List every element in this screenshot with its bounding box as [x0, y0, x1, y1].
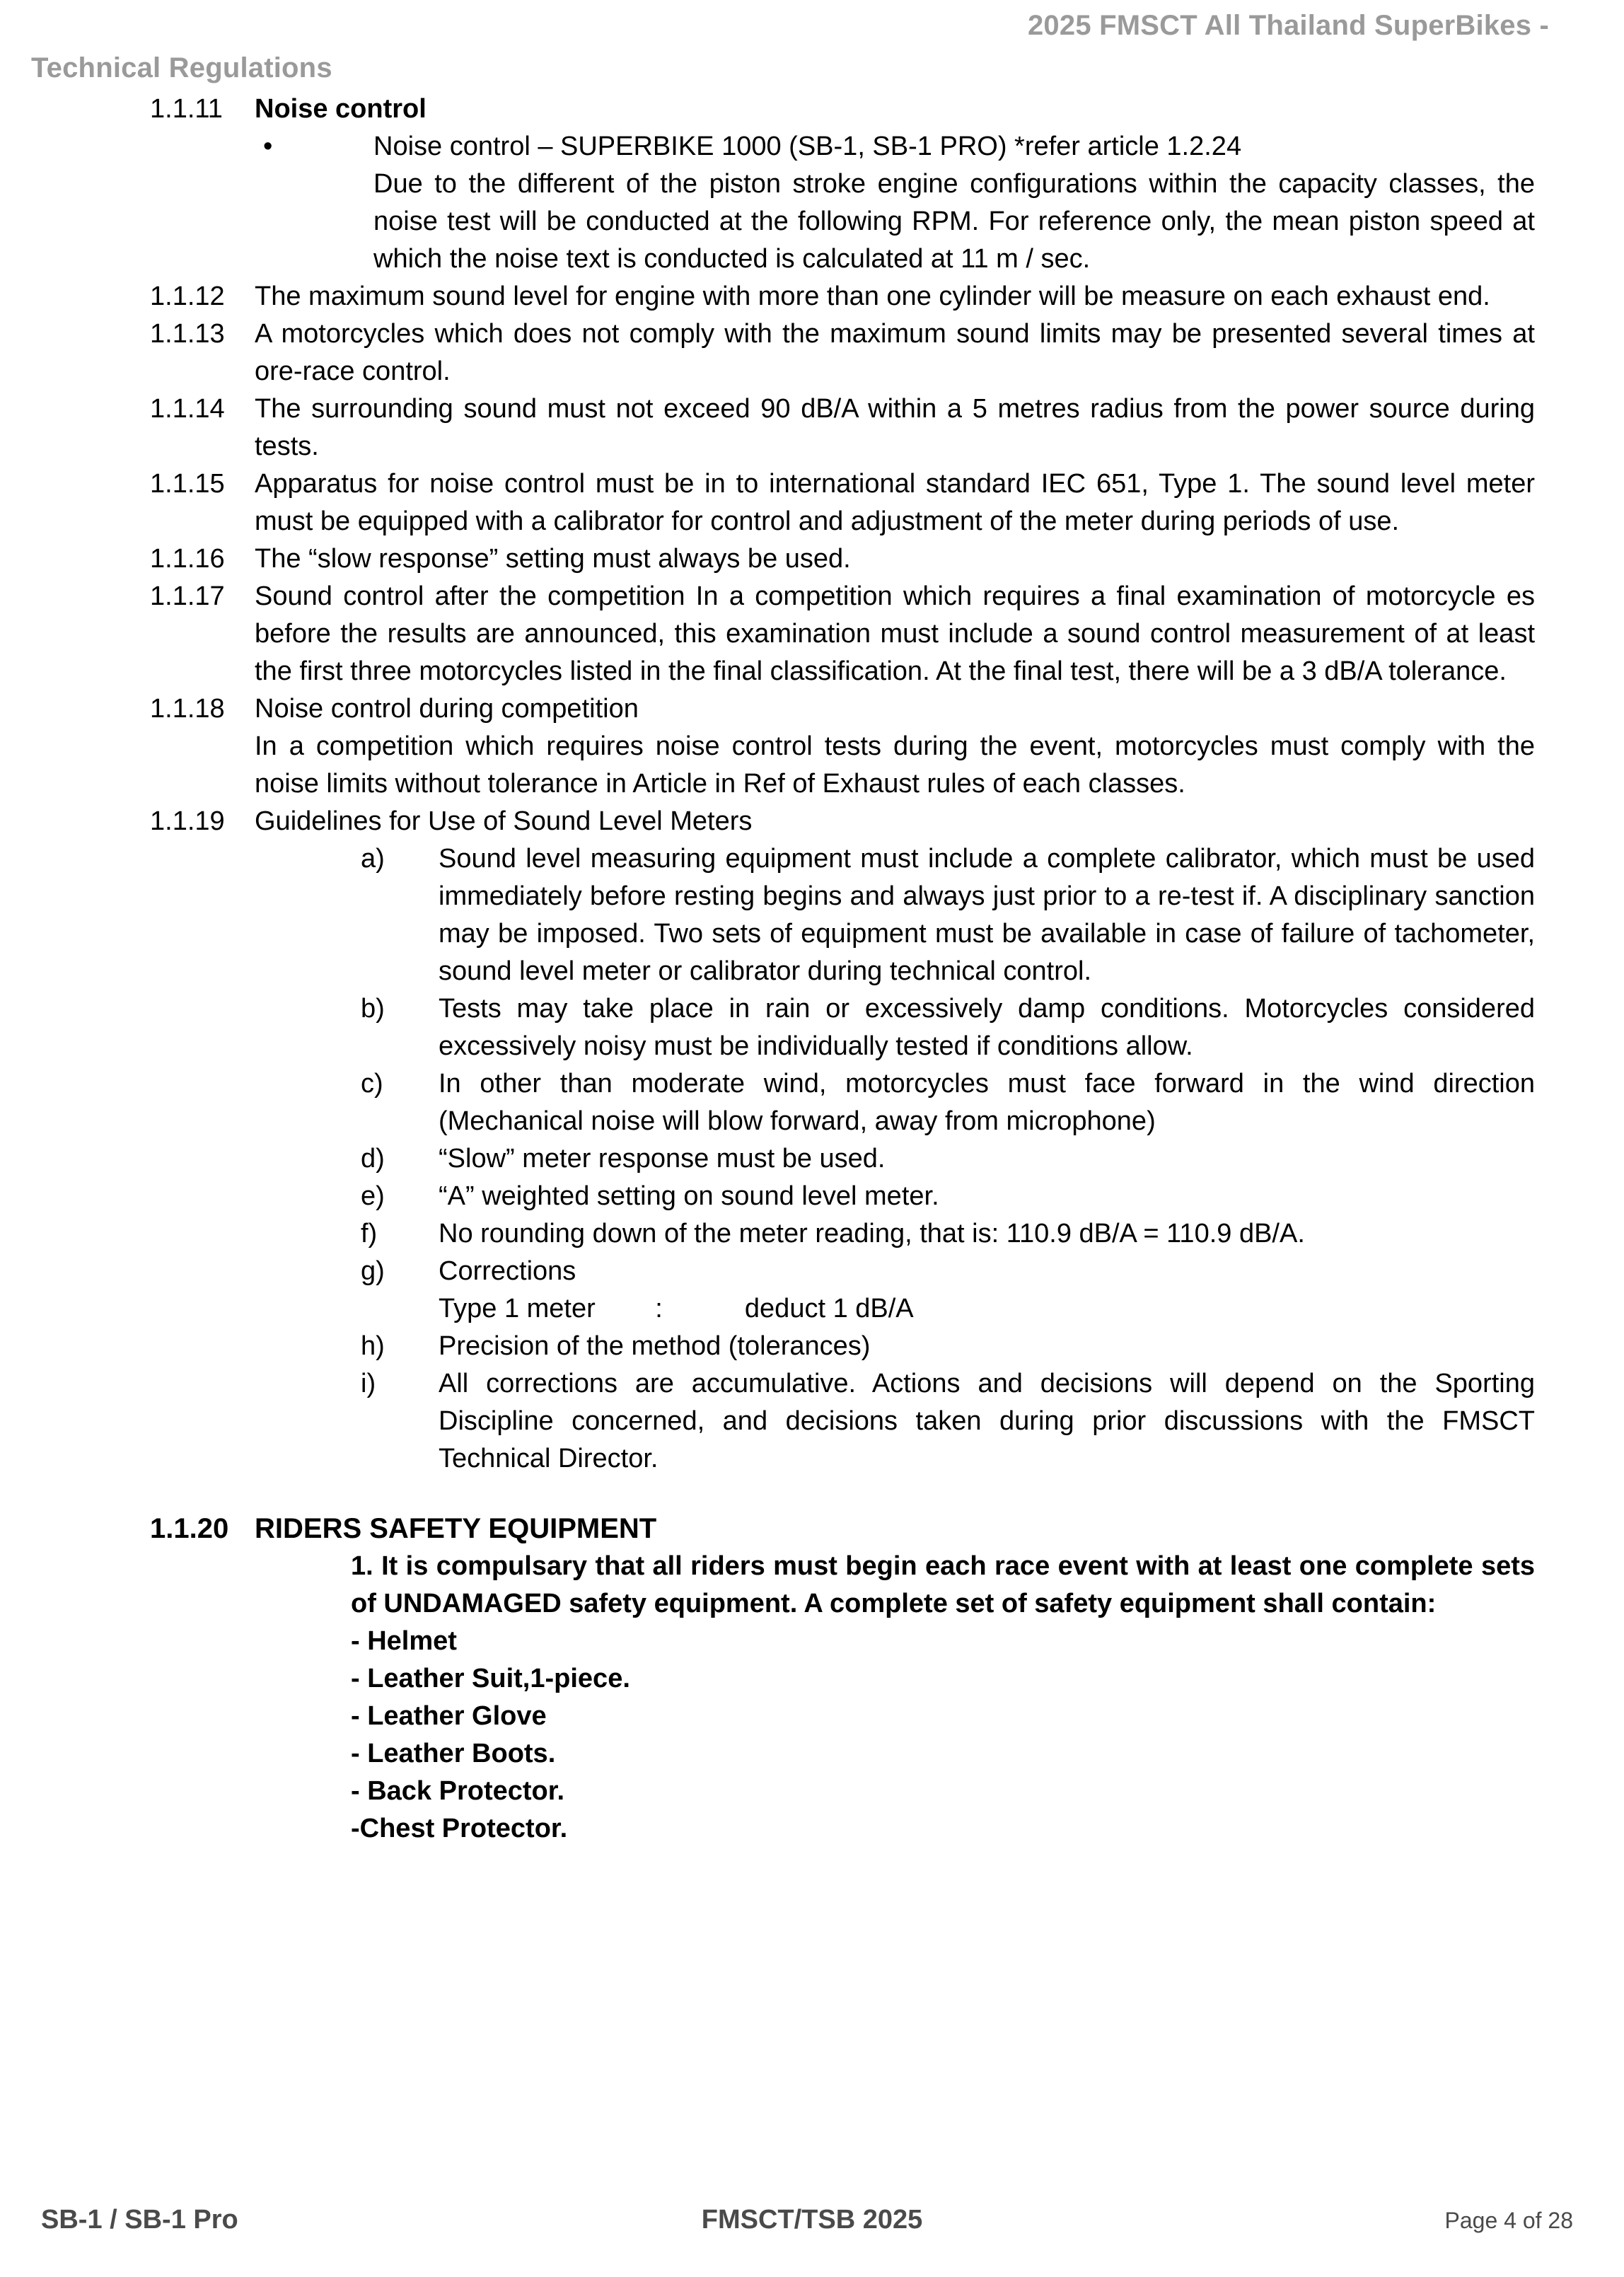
lettered-item-text: Precision of the method (tolerances): [439, 1331, 871, 1361]
lettered-item-label: i): [361, 1369, 376, 1398]
section-spacer: [0, 1478, 1624, 1510]
document-body: [0, 91, 1624, 1848]
safety-equipment-intro: 1. It is compulsary that all riders must begin each race event with at least one complete sets of UNDAMAGED safety equipment. A complete set of safety equipment shall contain:: [351, 1551, 1535, 1618]
lettered-item-text: “Slow” meter response must be used.: [439, 1144, 886, 1174]
clause-number: 1.1.20: [150, 1513, 229, 1544]
page-footer: [0, 2205, 1624, 2254]
lettered-item-label: d): [361, 1144, 385, 1174]
clause-text: Sound control after the competition In a competition which requires a final examination of motorcycle es before the results are announced, this examination must include a sound control measurement of at least the first three motorcycles listed in the final classification. At the final test, there will be a 3 dB/A tolerance.: [255, 581, 1535, 686]
bullet-item-noise-control: [0, 128, 1624, 166]
clause-text: Apparatus for noise control must be in to international standard IEC 651, Type 1. The sound level meter must be equipped with a calibrator for control and adjustment of the meter during periods of use.: [255, 469, 1535, 536]
lettered-item-label: c): [361, 1069, 383, 1099]
lettered-item-d: [0, 1140, 1624, 1178]
lettered-item-f: [0, 1215, 1624, 1253]
section-title: RIDERS SAFETY EQUIPMENT: [255, 1513, 657, 1544]
clause-paragraph: In a competition which requires noise control tests during the event, motorcycles must comply with the noise limits without tolerance in Article in Ref of Exhaust rules of each classes.: [255, 731, 1535, 799]
clause-1-1-16: [0, 540, 1624, 578]
lettered-item-c: [0, 1065, 1624, 1140]
lettered-item-g: [0, 1253, 1624, 1290]
lettered-item-text: “A” weighted setting on sound level meter.: [439, 1181, 939, 1211]
lettered-item-label: a): [361, 844, 385, 874]
lettered-item-text: Sound level measuring equipment must include a complete calibrator, which must be used immediately before resting begins and always just prior to a re-test if. A disciplinary sanction may be imposed. Two sets of equipment must be available in case of failure of tachometer, sound level meter or calibrator during technical control.: [439, 844, 1535, 986]
lettered-item-b: [0, 990, 1624, 1065]
clause-1-1-18: [0, 690, 1624, 728]
clause-1-1-12: [0, 278, 1624, 315]
clause-number: 1.1.17: [150, 581, 225, 611]
clause-1-1-15: [0, 465, 1624, 540]
footer-org-label: FMSCT/TSB 2025: [701, 2205, 923, 2235]
clause-number: 1.1.18: [150, 694, 225, 724]
clause-text: A motorcycles which does not comply with the maximum sound limits may be presented several times at ore-race control.: [255, 319, 1535, 386]
clause-1-1-13: [0, 315, 1624, 390]
header-title-right: 2025 FMSCT All Thailand SuperBikes -: [1027, 10, 1549, 41]
lettered-item-text: In other than moderate wind, motorcycles must face forward in the wind direction (Mechanical noise will blow forward, away from microphone): [439, 1069, 1535, 1136]
bullet-item-label: Noise control – SUPERBIKE 1000 (SB-1, SB-1 PRO) *refer article 1.2.24: [373, 132, 1242, 161]
clause-1-1-18-paragraph-wrap: [0, 728, 1624, 803]
lettered-item-i: [0, 1365, 1624, 1478]
lettered-item-text: No rounding down of the meter reading, that is: 110.9 dB/A = 110.9 dB/A.: [439, 1219, 1305, 1248]
clause-number: 1.1.11: [150, 94, 223, 124]
safety-equipment-item: -Chest Protector.: [351, 1814, 568, 1843]
safety-equipment-item: - Leather Glove: [351, 1701, 547, 1731]
bullet-dot-icon: •: [263, 132, 273, 161]
clause-number: 1.1.12: [150, 282, 225, 311]
clause-number: 1.1.15: [150, 469, 225, 499]
clause-text: The maximum sound level for engine with more than one cylinder will be measure on each exhaust end.: [255, 282, 1490, 311]
lettered-item-a: [0, 840, 1624, 990]
clause-number: 1.1.16: [150, 544, 225, 574]
clause-1-1-14: [0, 390, 1624, 465]
clause-1-1-20: [0, 1510, 1624, 1548]
clause-number: 1.1.19: [150, 806, 225, 836]
lettered-item-label: f): [361, 1219, 378, 1248]
corrections-type1-line: Type 1 meter : deduct 1 dB/A: [439, 1294, 914, 1323]
lettered-item-text: All corrections are accumulative. Actions and decisions will depend on the Sporting Discipline concerned, and decisions taken during prior discussions with the FMSCT Technical Director.: [439, 1369, 1535, 1473]
clause-1-1-11-paragraph: Due to the different of the piston stroke engine configurations within the capacity classes, the noise test will be conducted at the following RPM. For reference only, the mean piston speed at which the noise text is conducted is calculated at 11 m / sec.: [373, 169, 1535, 274]
clause-title: Noise control during competition: [255, 694, 639, 724]
page-number: Page 4 of 28: [1444, 2208, 1573, 2233]
lettered-item-label: b): [361, 994, 385, 1024]
clause-title: Guidelines for Use of Sound Level Meters: [255, 806, 753, 836]
lettered-item-h: [0, 1328, 1624, 1365]
lettered-item-text: Tests may take place in rain or excessively damp conditions. Motorcycles considered excessively noisy must be individually tested if conditions allow.: [439, 994, 1535, 1061]
safety-equipment-item: - Leather Boots.: [351, 1739, 556, 1768]
lettered-item-label: h): [361, 1331, 385, 1361]
lettered-item-e: [0, 1178, 1624, 1215]
safety-equipment-item: - Helmet: [351, 1626, 457, 1656]
lettered-item-label: e): [361, 1181, 385, 1211]
safety-equipment-item: - Leather Suit,1-piece.: [351, 1664, 630, 1693]
clause-1-1-19: [0, 803, 1624, 840]
lettered-item-label: g): [361, 1256, 385, 1286]
clause-number: 1.1.13: [150, 319, 225, 349]
clause-title: Noise control: [255, 94, 427, 124]
clause-number: 1.1.14: [150, 394, 225, 424]
footer-class-label: SB-1 / SB-1 Pro: [41, 2205, 238, 2235]
clause-text: The surrounding sound must not exceed 90 dB/A within a 5 metres radius from the power source during tests.: [255, 394, 1535, 461]
clause-1-1-11: [0, 91, 1624, 128]
clause-text: The “slow response” setting must always be used.: [255, 544, 851, 574]
clause-1-1-17: [0, 578, 1624, 690]
lettered-item-text: Corrections: [439, 1256, 576, 1286]
header-title-left: Technical Regulations: [31, 52, 332, 83]
safety-equipment-item: - Back Protector.: [351, 1776, 564, 1806]
